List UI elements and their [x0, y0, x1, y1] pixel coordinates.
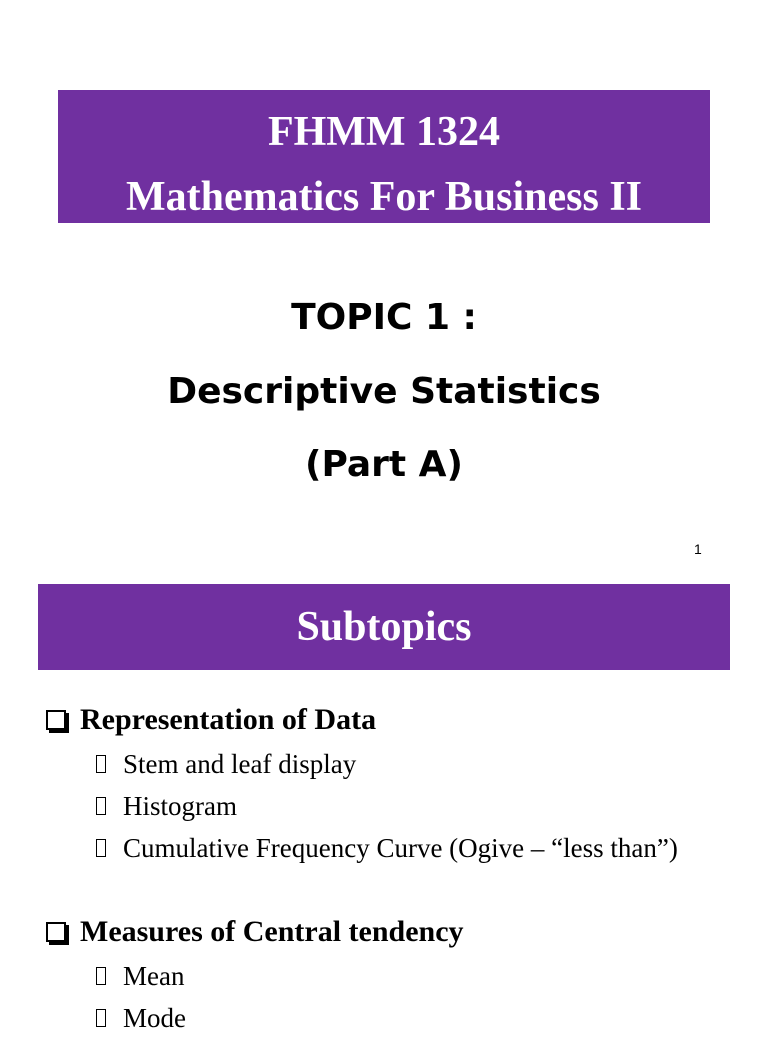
section-title: Measures of Central tendency	[80, 915, 464, 948]
topic-number: TOPIC 1 :	[291, 297, 477, 338]
missing-glyph-box-icon	[96, 967, 106, 985]
missing-glyph-box-icon	[96, 839, 106, 857]
subtopics-banner	[38, 584, 730, 670]
list-item-label: Mean	[123, 961, 185, 991]
topic-title: Descriptive Statistics	[167, 371, 601, 412]
course-code: FHMM 1324	[267, 109, 501, 155]
course-title-banner	[58, 90, 710, 223]
list-item-label: Cumulative Frequency Curve (Ogive – “less than”)	[123, 833, 678, 863]
missing-glyph-box-icon	[96, 755, 106, 773]
checkbox-square-icon	[46, 710, 66, 730]
list-item	[96, 827, 678, 869]
checkbox-square-icon	[46, 922, 66, 942]
list-item	[96, 955, 464, 997]
section-measures-of-central-tendency	[46, 913, 464, 1039]
list-item-label: Mode	[123, 1003, 186, 1033]
subtopic-list	[96, 743, 678, 869]
list-item	[96, 743, 678, 785]
topic-part: (Part A)	[305, 444, 463, 485]
list-item-label: Stem and leaf display	[123, 749, 357, 779]
section-representation-of-data	[46, 701, 678, 869]
list-item	[96, 997, 464, 1039]
subtopics-heading: Subtopics	[296, 604, 472, 650]
section-header	[46, 913, 464, 951]
list-item	[96, 785, 678, 827]
missing-glyph-box-icon	[96, 1009, 106, 1027]
course-name: Mathematics For Business II	[125, 174, 643, 220]
page-number: 1	[694, 541, 702, 557]
list-item-label: Histogram	[123, 791, 237, 821]
section-title: Representation of Data	[80, 703, 377, 736]
subtopic-list	[96, 955, 464, 1039]
missing-glyph-box-icon	[96, 797, 106, 815]
section-header	[46, 701, 678, 739]
